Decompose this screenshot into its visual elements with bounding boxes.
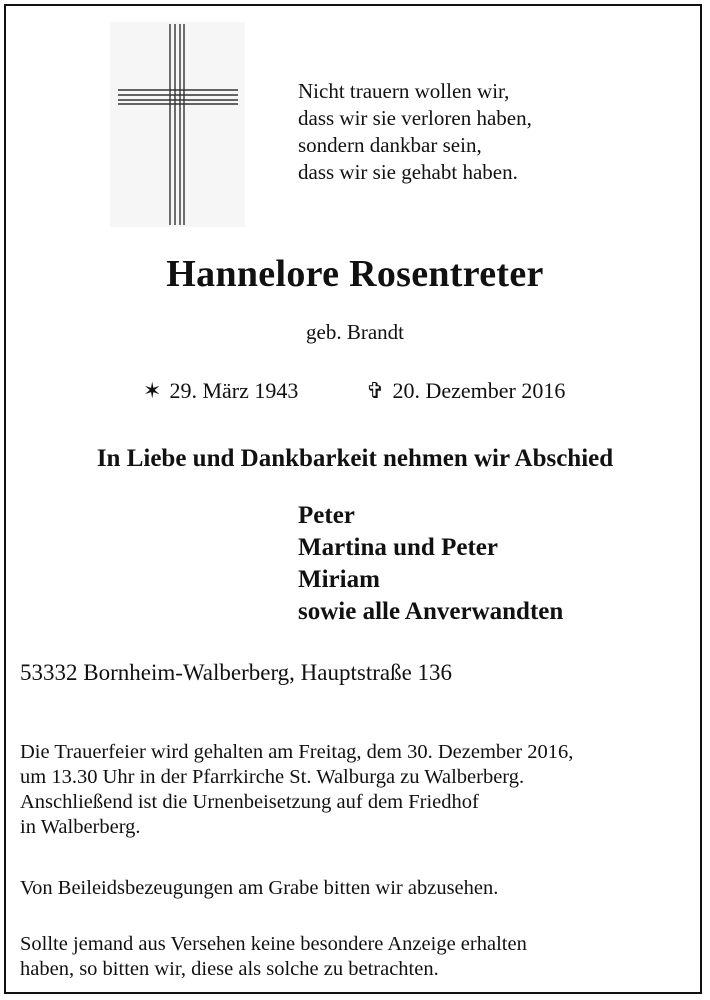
- farewell-heading: In Liebe und Dankbarkeit nehmen wir Abschied: [96, 445, 614, 472]
- apology-notice: [20, 932, 527, 982]
- notice-line: haben, so bitten wir, diese als solche zu betrachten.: [20, 958, 439, 980]
- notice-line: Von Beileidsbezeugungen am Grabe bitten wir abzusehen.: [20, 877, 499, 899]
- cross-small-icon: ✞: [366, 378, 385, 403]
- birth-date: [143, 378, 298, 404]
- deceased-name: Hannelore Rosentreter: [166, 253, 544, 295]
- ceremony-notice: [20, 740, 573, 840]
- notice-line: um 13.30 Uhr in der Pfarrkirche St. Walburga zu Walberberg.: [20, 766, 525, 788]
- star-icon: ✶: [143, 378, 162, 403]
- poem-line: dass wir sie gehabt haben.: [298, 160, 518, 184]
- family-member: Martina und Peter: [298, 534, 498, 561]
- poem-line: dass wir sie verloren haben,: [298, 106, 532, 130]
- poem-line: Nicht trauern wollen wir,: [298, 79, 510, 103]
- notice-line: Anschließend ist die Urnenbeisetzung auf dem Friedhof: [20, 791, 479, 813]
- death-date-text: 20. Dezember 2016: [392, 378, 566, 403]
- notice-line: Die Trauerfeier wird gehalten am Freitag, dem 30. Dezember 2016,: [20, 741, 574, 763]
- condolence-notice: [20, 876, 498, 901]
- birth-date-text: 29. März 1943: [169, 378, 299, 403]
- maiden-name: geb. Brandt: [306, 320, 404, 344]
- poem: [298, 78, 532, 186]
- poem-line: sondern dankbar sein,: [298, 133, 482, 157]
- cross-icon: [110, 22, 245, 227]
- death-date: [366, 378, 565, 404]
- address: 53332 Bornheim-Walberberg, Hauptstraße 136: [20, 660, 453, 685]
- notice-line: in Walberberg.: [20, 816, 141, 838]
- family-list: [298, 500, 563, 628]
- notice-line: Sollte jemand aus Versehen keine besondere Anzeige erhalten: [20, 933, 527, 955]
- family-member: Peter: [298, 502, 355, 529]
- family-member: sowie alle Anverwandten: [298, 598, 564, 625]
- family-member: Miriam: [298, 566, 380, 593]
